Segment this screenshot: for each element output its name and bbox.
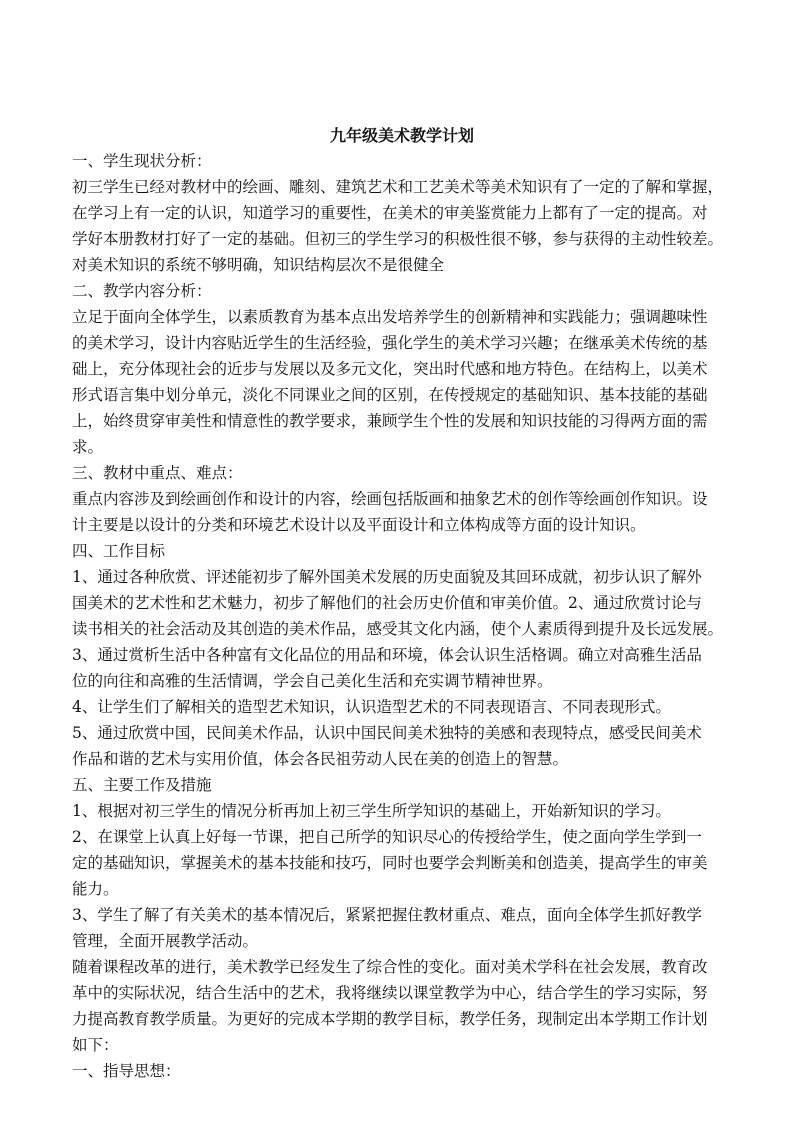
section-1	[72, 148, 732, 278]
document-title: 九年级美术教学计划	[329, 126, 474, 145]
document-page	[72, 124, 732, 1084]
paragraph-line: 立足于面向全体学生，以素质教育为基本点出发培养学生的创新精神和实践能力；强调趣味性	[72, 308, 708, 326]
paragraph-line: 作品和谐的艺术与实用价值，体会各民祖劳动人民在美的创造上的智慧。	[72, 750, 569, 768]
paragraph-line: 1、根据对初三学生的情况分析再加上初三学生所学知识的基础上，开始新知识的学习。	[72, 802, 671, 820]
section-4	[72, 538, 732, 772]
section-heading: 四、工作目标	[72, 542, 166, 560]
paragraph-line: 位的向往和高雅的生活情调，学会自己美化生活和充实调节精神世界。	[72, 672, 553, 690]
paragraph-line: 对美术知识的系统不够明确，知识结构层次不是很健全	[72, 256, 445, 274]
paragraph-line: 管理，全面开展教学活动。	[72, 932, 259, 950]
paragraph-line: 革中的实际状况，结合生活中的艺术，我将继续以课堂教学为中心，结合学生的学习实际，努	[72, 984, 708, 1002]
paragraph-line: 定的基础知识，掌握美术的基本技能和技巧，同时也要学会判断美和创造美，提高学生的审美	[72, 854, 708, 872]
paragraph-line: 随着课程改革的进行，美术教学已经发生了综合性的变化。面对美术学科在社会发展，教育改	[72, 958, 708, 976]
paragraph-line: 5、通过欣赏中国，民间美术作品，认识中国民间美术独特的美感和表现特点，感受民间美术	[72, 724, 702, 742]
paragraph-line: 力提高教育教学质量。为更好的完成本学期的教学目标，教学任务，现制定出本学期工作计划	[72, 1010, 708, 1028]
paragraph-line: 1、通过各种欣赏、评述能初步了解外国美术发展的历史面貌及其回环成就，初步认识了解外	[72, 568, 702, 586]
section-3	[72, 460, 732, 538]
section-heading: 一、学生现状分析：	[72, 152, 212, 170]
paragraph-line: 形式语言集中划分单元，淡化不同课业之间的区别，在传授规定的基础知识、基本技能的基础	[72, 386, 708, 404]
paragraph-line: 能力。	[72, 880, 119, 898]
document-body	[72, 148, 732, 1084]
section-5	[72, 772, 732, 1058]
section-heading: 一、指导思想：	[72, 1062, 181, 1080]
section-2	[72, 278, 732, 460]
paragraph-line: 求。	[72, 438, 104, 456]
paragraph-line: 4、让学生们了解相关的造型艺术知识，认识造型艺术的不同表现语言、不同表现形式。	[72, 698, 671, 716]
paragraph-line: 国美术的艺术性和艺术魅力，初步了解他们的社会历史价值和审美价值。2、通过欣赏讨论与	[72, 594, 702, 612]
paragraph-line: 在学习上有一定的认识，知道学习的重要性，在美术的审美鉴赏能力上都有了一定的提高。对	[72, 204, 708, 222]
paragraph-line: 3、通过赏析生活中各种富有文化品位的用品和环境，体会认识生活格调。确立对高雅生活品	[72, 646, 702, 664]
paragraph-line: 础上，充分体现社会的近步与发展以及多元文化，突出时代感和地方特色。在结构上，以美术	[72, 360, 708, 378]
paragraph-line: 学好本册教材打好了一定的基础。但初三的学生学习的积极性很不够，参与获得的主动性较差。	[72, 230, 724, 248]
paragraph-line: 如下：	[72, 1036, 119, 1054]
paragraph-line: 初三学生已经对教材中的绘画、雕刻、建筑艺术和工艺美术等美术知识有了一定的了解和掌握，	[72, 178, 724, 196]
section-heading: 五、主要工作及措施	[72, 776, 212, 794]
paragraph-line: 2、在课堂上认真上好每一节课，把自己所学的知识尽心的传授给学生，使之面向学生学到一	[72, 828, 702, 846]
paragraph-line: 计主要是以设计的分类和环境艺术设计以及平面设计和立体构成等方面的设计知识。	[72, 516, 646, 534]
paragraph-line: 的美术学习，设计内容贴近学生的生活经验，强化学生的美术学习兴趣；在继承美术传统的基	[72, 334, 708, 352]
section-heading: 三、教材中重点、难点：	[72, 464, 243, 482]
section-heading: 二、教学内容分析：	[72, 282, 212, 300]
paragraph-line: 读书相关的社会活动及其创造的美术作品，感受其文化内涵，使个人素质得到提升及长远发展。	[72, 620, 724, 638]
paragraph-line: 上，始终贯穿审美性和情意性的教学要求，兼顾学生个性的发展和知识技能的习得两方面的需	[72, 412, 708, 430]
paragraph-line: 3、学生了解了有关美术的基本情况后，紧紧把握住教材重点、难点，面向全体学生抓好教学	[72, 906, 702, 924]
section-6	[72, 1058, 732, 1084]
paragraph-line: 重点内容涉及到绘画创作和设计的内容，绘画包括版画和抽象艺术的创作等绘画创作知识。设	[72, 490, 708, 508]
